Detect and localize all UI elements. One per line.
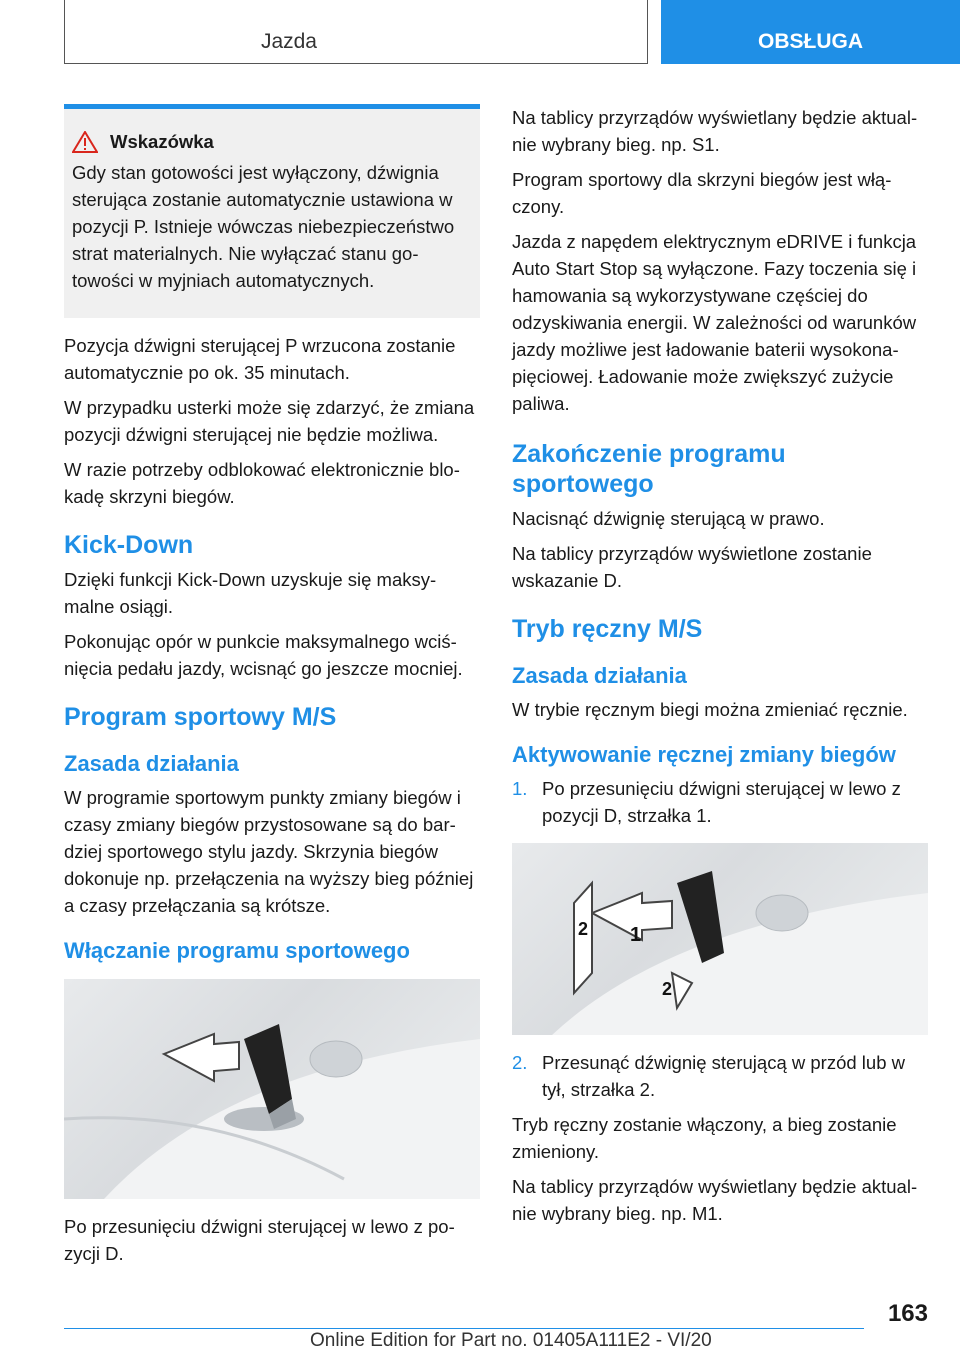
paragraph: Jazda z napędem elektrycznym eDRIVE i funkcja Auto Start Stop są wyłączone. Fazy toczenia się i hamowania są wykorzystywane częściej do odzyskiwania energii. W zależności od warunków jazdy możliwe jest ładowanie baterii wysokonapięciowej. Ładowanie może zwiększyć zużycie paliwa. [512,231,917,414]
paragraph: Na tablicy przyrządów wyświetlone zostanie wskazanie D. [512,543,872,591]
heading-aktywowanie: Aktywowanie ręcznej zmiany biegów [512,742,896,767]
heading-kickdown: Kick-Down [64,531,194,559]
paragraph: Nacisnąć dźwignię sterującą w prawo. [512,508,825,529]
heading-zakonczenie-programu: Zakończenie programu sportowego [512,440,786,498]
paragraph: Pokonując opór w punkcie maksymalnego wciśnięcia pedału jazdy, wcisnąć go jeszcze mocniej. [64,631,463,679]
header-chapter-tab[interactable]: OBSŁUGA [661,0,960,64]
footer-divider [64,1328,864,1329]
heading-program-sportowy: Program sportowy M/S [64,703,337,731]
heading-tryb-reczny: Tryb ręczny M/S [512,615,703,643]
paragraph: W trybie ręcznym biegi można zmieniać ręcznie. [512,699,908,720]
page-number: 163 [887,1300,928,1327]
step-number: 2. [512,1052,528,1073]
arrow-label-1: 1 [630,924,642,946]
gear-selector-illustration [64,979,480,1199]
arrow-label-2-upper: 2 [578,919,589,939]
header-frame [64,0,648,64]
heading-wlaczanie-programu: Włączanie programu sportowego [64,938,410,963]
paragraph: W programie sportowym punkty zmiany biegów i czasy zmiany biegów przystosowane są do bardziej sportowego stylu jazdy. Skrzynia biegów dokonuje np. przełączenia na wyższy bieg później a czasy przełączania są krótsze. [64,787,474,916]
warning-triangle-icon [72,131,98,153]
step-2 [512,1049,928,1103]
right-column [512,104,928,1235]
heading-zasada-dzialania: Zasada działania [512,663,687,688]
paragraph: W przypadku usterki może się zdarzyć, że zmiana pozycji dźwigni sterującej nie będzie możliwa. [64,397,475,445]
step-text: Przesunąć dźwignię sterującą w przód lub w tył, strzałka 2. [542,1052,905,1100]
paragraph: Pozycja dźwigni sterującej P wrzucona zostanie automatycznie po ok. 35 minutach. [64,335,456,383]
footer-edition: Online Edition for Part no. 01405A111E2 - VI/20 [310,1330,712,1351]
paragraph: Dzięki funkcji Kick-Down uzyskuje się maksymalne osiągi. [64,569,437,617]
notice-title: Wskazówka [110,131,214,152]
paragraph: Tryb ręczny zostanie włączony, a bieg zostanie zmieniony. [512,1114,897,1162]
paragraph: W razie potrzeby odblokować elektronicznie blokadę skrzyni biegów. [64,459,460,507]
left-column [64,104,480,1275]
paragraph: Na tablicy przyrządów wyświetlany będzie aktualnie wybrany bieg. np. S1. [512,107,918,155]
paragraph: Program sportowy dla skrzyni biegów jest włączony. [512,169,892,217]
step-1 [512,775,928,829]
paragraph: Po przesunięciu dźwigni sterującej w lewo z pozycji D. [64,1216,455,1264]
paragraph: Na tablicy przyrządów wyświetlany będzie aktualnie wybrany bieg. np. M1. [512,1176,918,1224]
header-section-title: Jazda [260,30,317,53]
heading-zasada-dzialania: Zasada działania [64,751,239,776]
step-text: Po przesunięciu dźwigni sterującej w lewo z pozycji D, strzałka 1. [542,778,901,826]
notice-box [64,104,480,318]
notice-text: Gdy stan gotowości jest wyłączony, dźwignia sterująca zostanie automatycznie ustawiona w pozycji P. Istnieje wówczas niebezpieczeństwo strat materialnych. Nie wyłączać stanu gotowości w myjniach automatycznych. [72,162,455,291]
arrow-label-2-lower: 2 [662,979,673,999]
manual-mode-illustration [512,843,928,1035]
step-number: 1. [512,778,528,799]
